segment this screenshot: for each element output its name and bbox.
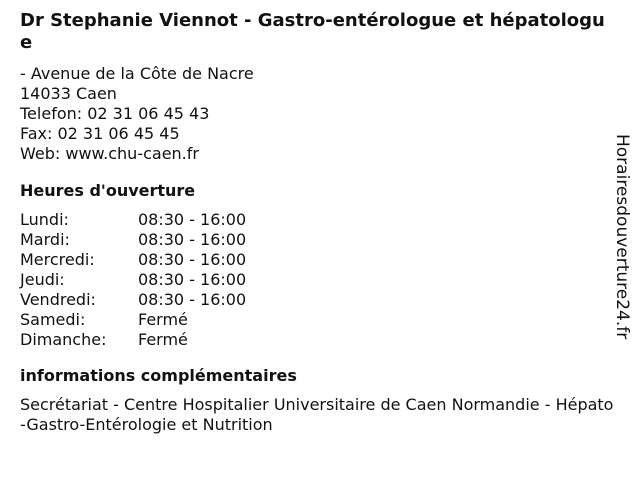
day-time: 08:30 - 16:00 xyxy=(138,230,247,249)
address-street: - Avenue de la Côte de Nacre xyxy=(20,64,254,83)
fax-number: Fax: 02 31 06 45 45 xyxy=(20,124,180,143)
doctor-listing xyxy=(20,10,615,435)
site-watermark: Horairesdouverture24.fr xyxy=(612,134,632,340)
hours-row-thursday xyxy=(20,270,615,290)
day-time: 08:30 - 16:00 xyxy=(138,290,247,309)
day-label: Samedi: xyxy=(20,310,86,329)
day-label: Dimanche: xyxy=(20,330,107,349)
contact-block xyxy=(20,64,615,164)
address-city: 14033 Caen xyxy=(20,84,117,103)
day-label: Lundi: xyxy=(20,210,69,229)
day-time: 08:30 - 16:00 xyxy=(138,250,247,269)
hours-row-friday xyxy=(20,290,615,310)
day-label: Mercredi: xyxy=(20,250,95,269)
hours-row-wednesday xyxy=(20,250,615,270)
additional-info-heading: informations complémentaires xyxy=(20,366,297,385)
hours-row-tuesday xyxy=(20,230,615,250)
website-link[interactable]: Web: www.chu-caen.fr xyxy=(20,144,199,163)
phone-number: Telefon: 02 31 06 45 43 xyxy=(20,104,210,123)
doctor-name-title: Dr Stephanie Viennot - Gastro-entérologue et hépatologue xyxy=(20,10,605,53)
day-label: Jeudi: xyxy=(20,270,65,289)
opening-hours-list xyxy=(20,210,615,350)
day-time: 08:30 - 16:00 xyxy=(138,270,247,289)
opening-hours-heading: Heures d'ouverture xyxy=(20,181,196,200)
hours-row-monday xyxy=(20,210,615,230)
day-label: Mardi: xyxy=(20,230,70,249)
additional-info-text: Secrétariat - Centre Hospitalier Universitaire de Caen Normandie - Hépato-Gastro-Entérologie et Nutrition xyxy=(20,395,614,434)
hours-row-saturday xyxy=(20,310,615,330)
day-time: Fermé xyxy=(138,310,188,329)
day-label: Vendredi: xyxy=(20,290,96,309)
day-time: Fermé xyxy=(138,330,188,349)
day-time: 08:30 - 16:00 xyxy=(138,210,247,229)
hours-row-sunday xyxy=(20,330,615,350)
